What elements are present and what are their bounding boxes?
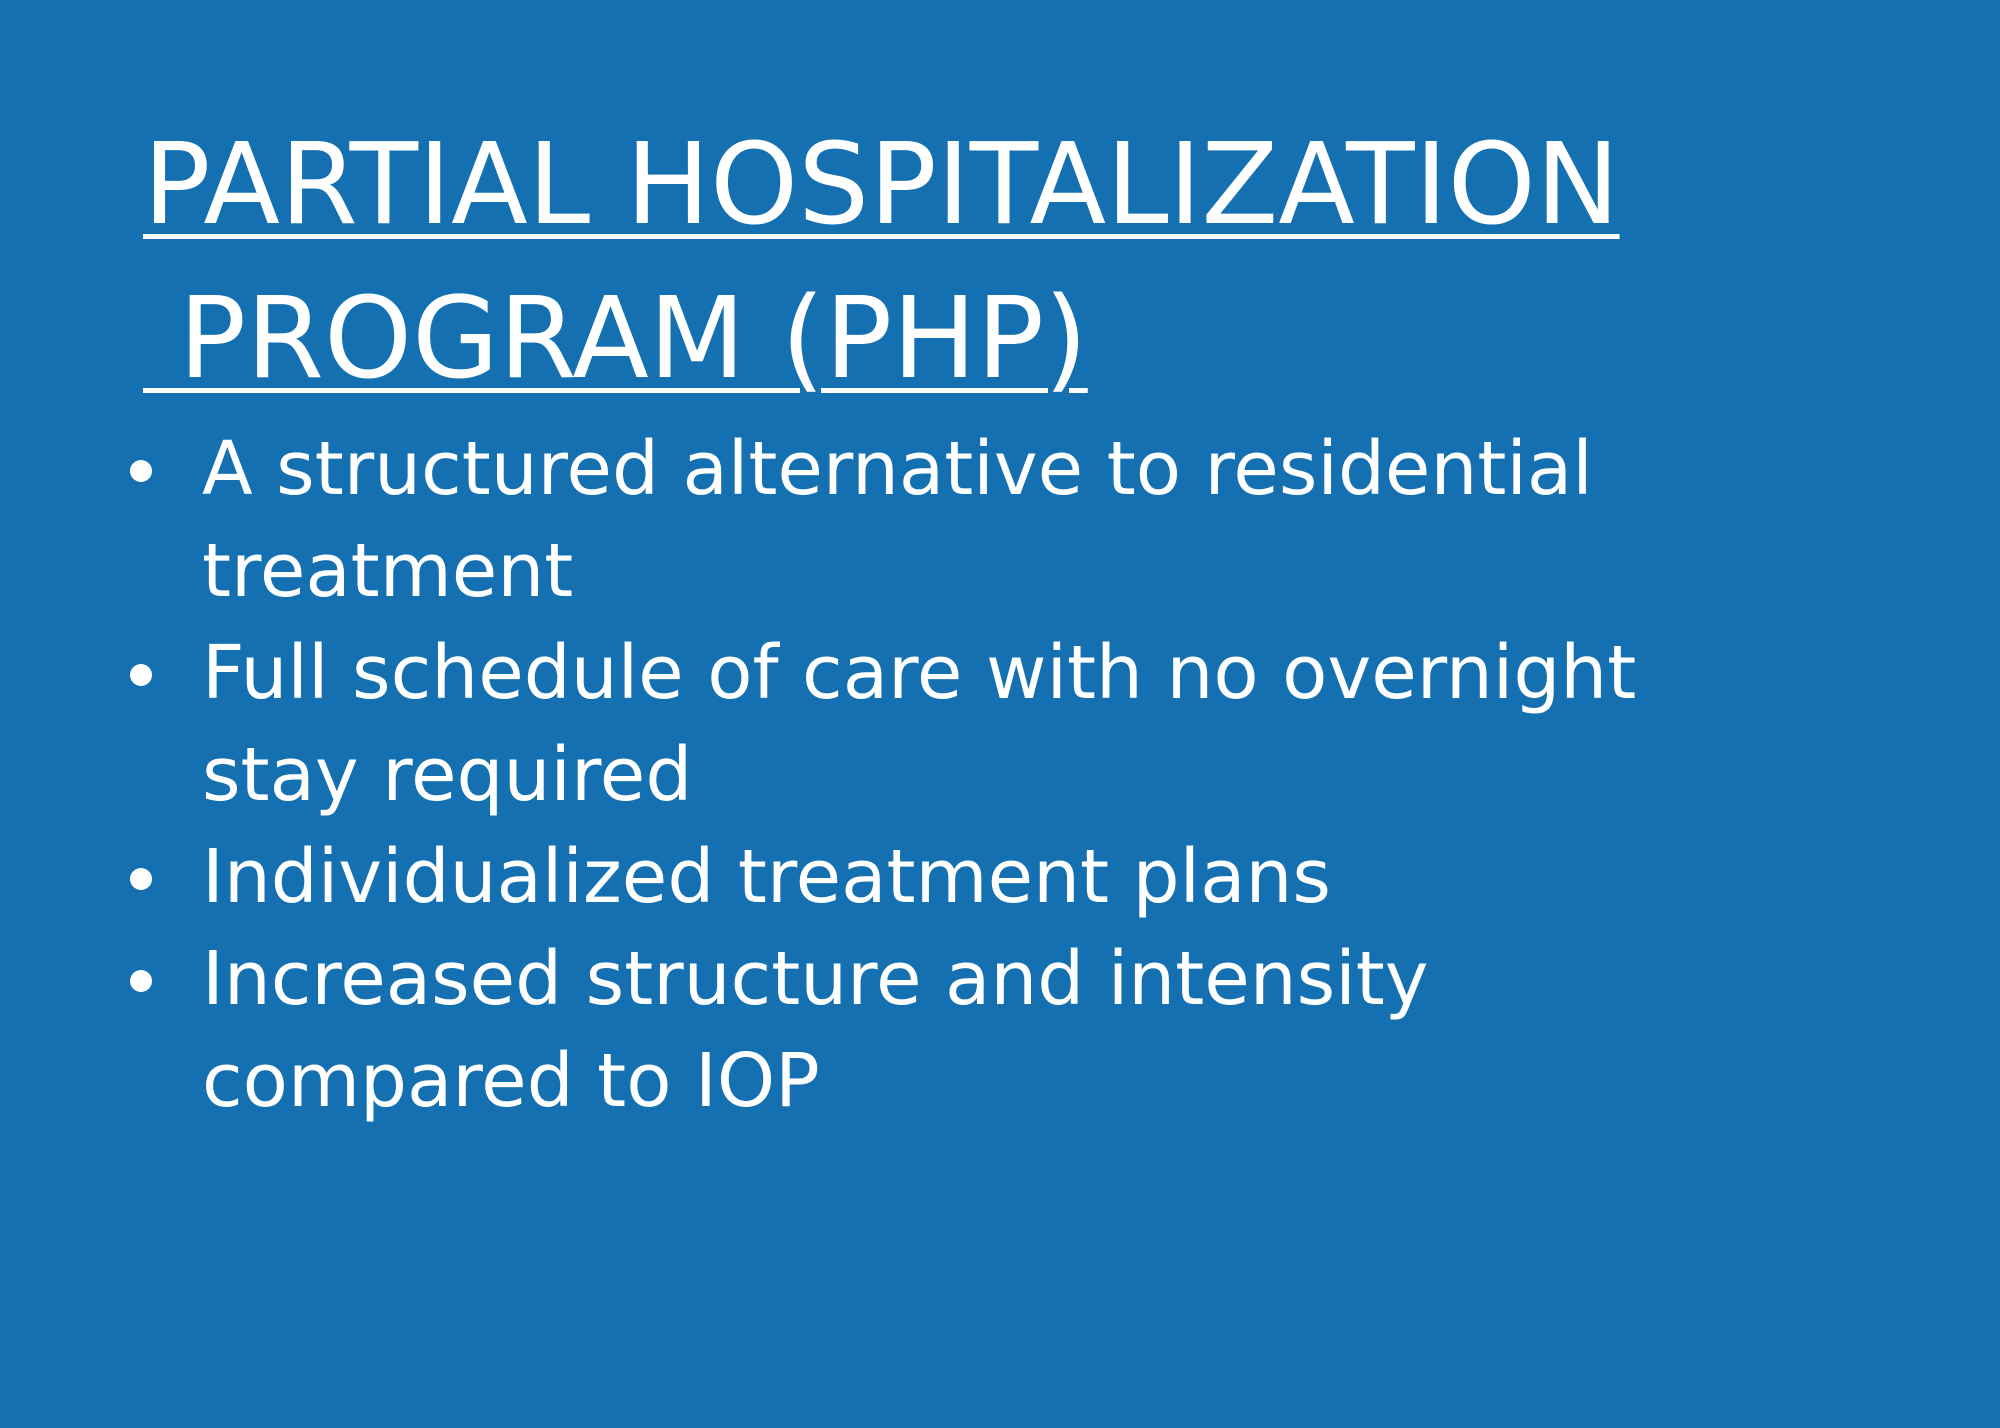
bullet-dot-icon	[130, 868, 152, 890]
bullet-text-4-line-2: compared to IOP	[202, 1038, 820, 1124]
bullet-text-4-line-1: Increased structure and intensity	[202, 936, 1429, 1022]
bullet-text-2-line-2: stay required	[202, 732, 693, 818]
bullet-item-3	[0, 826, 1700, 928]
bullet-text-2-line-1: Full schedule of care with no overnight	[202, 630, 1637, 716]
slide-title	[143, 108, 1743, 416]
bullet-item-2	[0, 622, 1700, 826]
bullet-list	[0, 418, 1700, 1132]
bullet-text-1-line-2: treatment	[202, 528, 574, 614]
slide-title-line-1: PARTIAL HOSPITALIZATION	[143, 120, 1620, 250]
bullet-item-1	[0, 418, 1700, 622]
bullet-dot-icon	[130, 460, 152, 482]
slide-title-line-2: PROGRAM (PHP)	[143, 274, 1088, 404]
bullet-dot-icon	[130, 970, 152, 992]
bullet-dot-icon	[130, 664, 152, 686]
bullet-item-4	[0, 928, 1700, 1132]
bullet-text-1-line-1: A structured alternative to residential	[202, 426, 1593, 512]
bullet-text-3-line-1: Individualized treatment plans	[202, 834, 1331, 920]
